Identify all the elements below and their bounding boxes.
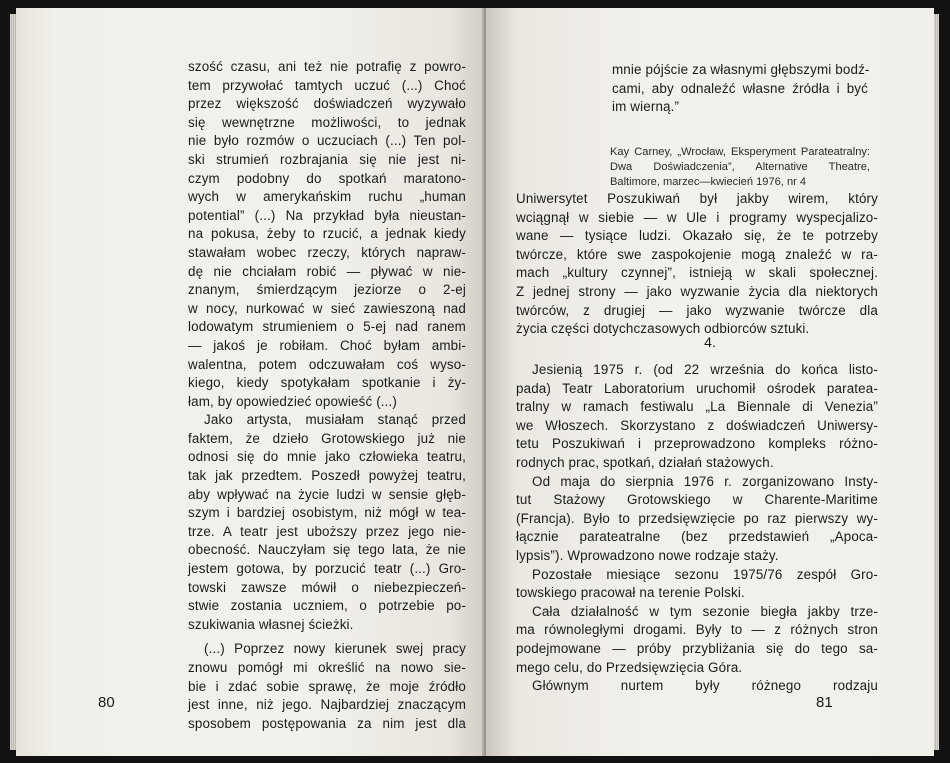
text-line: czym podobny do spotkań maratono- [188,170,466,186]
text-line: pada) Teatr Laboratorium uruchomił ośrodek paratea- [516,380,878,396]
text-line: ski strumień rozbrajania się nie jest ni- [188,151,466,167]
left-page-text [188,58,466,733]
text-line: nie było rozmów o uczuciach (...) Ten pol- [188,133,466,149]
text-line: aby wpływać na życie ludzi w sensie głęb- [188,486,466,502]
text-line: (Francja). Było to przedsięwzięcie po raz pierwszy wy- [516,510,878,526]
main-paragraph [516,190,878,339]
paragraph [516,677,878,696]
text-line: Dwa Doświadczenia”, Alternative Theatre, [610,160,870,173]
left-page [16,8,486,756]
text-line: Jako artysta, musiałam stanąć przed [204,412,466,428]
text-line: Jesienią 1975 r. (od 22 września do końca listo- [532,362,878,377]
text-line: Kay Carney, „Wrocław, Eksperyment Parateatralny: [610,146,870,159]
text-line: jest inne, niż jego. Najbardziej znaczącym [188,697,466,713]
text-line: potential” (...) Na przykład była nieustan- [188,207,466,223]
text-line: wane — tysiące ludzi. Okazało się, że te potrzeby [516,228,878,244]
text-line: jestem gotowa, by porzucić teatr (...) Gro- [188,561,466,577]
paragraph [188,58,466,411]
text-line: mach „kultury czynnej”, istnieją w skali społecznej. [516,265,878,281]
text-line: lodowatym strumieniem o 5-ej nad ranem [188,319,466,335]
text-line: dę nie chciałam robić — pływać w nie- [188,263,466,279]
text-line: towskiego pracował na terenie Polski. [516,585,745,601]
text-line: stwie zostania uczniem, o potrzebie po- [188,598,466,614]
text-line: życia części dotychczasowych odbiorców sztuki. [516,321,810,337]
text-line: Z jednej strony — jako wyzwanie życia dla niektorych [516,283,878,299]
text-line: szukiwania własnej ścieżki. [188,616,354,632]
text-line: bie i zdać sobie sprawę, że moje źródło [188,678,466,694]
text-line: Głównym nurtem były różnego rodzaju [532,678,878,694]
text-line: przez większość doświadczeń wyzywało [188,96,466,112]
text-line: sposobem postępowania za nim jest dla [188,715,466,731]
text-line: twórcze, które swe zaspokojenie mogą znaleźć w ra- [516,246,878,262]
text-line: Uniwersytet Poszukiwań był jakby wirem, który [516,191,878,206]
text-line: tak jak przedtem. Poszedł powyżej teatru, [188,468,466,484]
text-line: łącznie parateatralne (bez przedstawień „Apoca- [516,529,878,545]
quote-end [612,61,868,117]
text-line: lypsis”). Wprowadzono nowe rodzaje staży. [516,547,779,563]
text-line: rodnych prac, spotkań, działań stażowych. [516,454,774,470]
text-line: tem przywołać tamtych uczuć (...) Choć [188,77,466,93]
text-line: (...) Poprzez nowy kierunek swej pracy [204,641,466,657]
page-number: 80 [98,694,115,711]
text-line: mnie pójście za własnymi głębszymi bodź- [612,62,870,77]
text-line: tetu Poszukiwań i przeprowadzono kompleks różno- [516,436,878,452]
section-text [516,361,878,696]
text-line: trze. A teatr jest uboższy przez jego nie- [188,523,466,539]
paragraph [516,473,878,566]
section-number: 4. [704,334,716,350]
text-line: obecność. Nauczyłam się tego lata, że nie [188,542,466,558]
text-line: odnosi się do mnie jako człowieka teatru, [188,449,466,465]
page-number: 81 [816,694,833,711]
text-line: na pokusa, żeby to rzucić, a jednak kiedy [188,226,466,242]
text-line: towski zawsze mówił o niebezpieczeń- [188,579,466,595]
paragraph [188,640,466,733]
text-line: szym i bardziej osobistym, niż mógł w tea- [188,505,466,521]
text-line: wych w amerykańskim ruchu „human [188,189,466,205]
text-line: faktem, że dzieło Grotowskiego już nie [188,430,466,446]
text-line: Pozostałe miesiące sezonu 1975/76 zespół Gro- [532,566,878,582]
text-line: się wewnętrzne możliwości, to jednak [188,114,466,130]
text-line: walentna, potem odczuwałam coś wyso- [188,356,466,372]
text-line: w nocy, nurkować w sieć zawieszoną nad [188,300,466,316]
text-line: mego celu, do Przedsięwzięcia Góra. [516,659,743,675]
paragraph [516,361,878,473]
paragraph [516,190,878,339]
text-line: twórców, z drugiej — jako wyzwanie twórcze dla [516,302,878,318]
text-line: podejmowane — próby przybliżania się do tego sa- [516,640,878,656]
text-line: znanym, śmierdzącym jeziorze o 2-ej [188,282,466,298]
text-line: we Włoszech. Skorzystano z doświadczeń Uniwersy- [516,417,878,433]
right-page [486,8,934,756]
text-line: cami, aby odnaleźć własne źródła i być [612,80,868,96]
paragraph [188,411,466,634]
citation-text [610,145,870,189]
text-line: łam, by opowiedzieć opowieść (...) [188,393,398,409]
text-line: tralny w ramach festiwalu „La Biennale di Venezia” [516,399,878,415]
paragraph [516,566,878,603]
text-line: kiego, kiedy spotykałam spotkanie i ży- [188,375,466,391]
text-line: Od maja do sierpnia 1976 r. zorganizowano Insty- [532,473,878,489]
text-line: wciągnął w siebie — w Ule i programy wyspecjalizo- [516,209,878,225]
text-line: szość czasu, ani też nie potrafię z powro- [188,59,466,74]
text-line: ma równoległymi drogami. Były to — z różnych stron [516,622,878,638]
paragraph [516,603,878,677]
text-line: im wierną.” [612,99,680,115]
text-line: Cała działalność w tym sezonie biegła jakby trze- [532,603,878,619]
paragraph [612,61,868,117]
text-line: Baltimore, marzec—kwiecień 1976, nr 4 [610,175,807,188]
text-line: stawałam wobec rzeczy, których napraw- [188,244,466,260]
text-line: — jakoś je robiłam. Choć byłam ambi- [188,337,466,353]
text-line: znowu pomógł mi określić na nowo sie- [188,660,466,675]
text-line: tut Stażowy Grotowskiego w Charente-Maritime [516,492,878,508]
